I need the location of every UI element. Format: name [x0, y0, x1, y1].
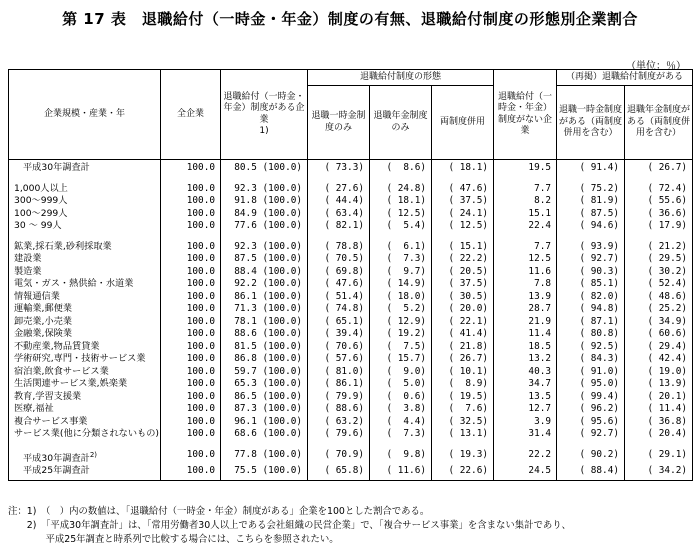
cell-value: ( 11.6) — [370, 465, 432, 480]
cell-value: ( 95.0) — [557, 378, 625, 391]
cell-value: 28.7 — [494, 303, 557, 316]
cell-value: ( 26.7) — [432, 353, 494, 366]
table-row — [9, 341, 693, 354]
row-label — [9, 208, 161, 221]
cell-value: 11.4 — [494, 328, 557, 341]
cell-value: ( 84.3) — [557, 353, 625, 366]
cell-value: 92.2 (100.0) — [221, 278, 308, 291]
cell-value: 92.3 (100.0) — [221, 241, 308, 254]
cell-value: ( 24.8) — [370, 183, 432, 196]
cell-value: 100.0 — [161, 278, 221, 291]
cell-value: ( 85.1) — [557, 278, 625, 291]
row-label — [9, 403, 161, 416]
cell-value: 78.1 (100.0) — [221, 316, 308, 329]
row-label — [9, 341, 161, 354]
cell-value: ( 0.6) — [370, 391, 432, 404]
cell-value: ( 15.7) — [370, 353, 432, 366]
cell-value: ( 94.6) — [557, 220, 625, 233]
table-row — [9, 241, 693, 254]
table-row — [9, 391, 693, 404]
cell-value: 75.5 (100.0) — [221, 465, 308, 480]
row-spacer — [9, 441, 693, 449]
cell-value: 100.0 — [161, 195, 221, 208]
row-label-text: 宿泊業,飲食サービス業 — [14, 365, 109, 377]
cell-value: ( 5.4) — [370, 220, 432, 233]
cell-value: ( 79.6) — [308, 428, 370, 441]
cell-value: ( 25.2) — [625, 303, 693, 316]
cell-value: 86.8 (100.0) — [221, 353, 308, 366]
row-label-text: 情報通信業 — [14, 290, 60, 302]
row-label — [9, 266, 161, 279]
header-all: 全企業 — [161, 70, 221, 160]
row-label-text: 1,000人以上 — [14, 182, 68, 194]
cell-value: ( 15.1) — [432, 241, 494, 254]
cell-value: 12.7 — [494, 403, 557, 416]
row-label — [9, 220, 161, 233]
table-row — [9, 316, 693, 329]
cell-value: ( 91.4) — [557, 160, 625, 175]
cell-value: 91.8 (100.0) — [221, 195, 308, 208]
row-label-text: 建設業 — [14, 253, 42, 264]
cell-value: ( 70.5) — [308, 253, 370, 266]
cell-value: ( 65.1) — [308, 316, 370, 329]
cell-value: 77.8 (100.0) — [221, 449, 308, 466]
cell-value: 100.0 — [161, 253, 221, 266]
cell-value: ( 48.6) — [625, 291, 693, 304]
cell-value: ( 63.2) — [308, 416, 370, 429]
cell-value: ( 42.4) — [625, 353, 693, 366]
cell-value: 100.0 — [161, 378, 221, 391]
row-label-text: 医療,福祉 — [14, 403, 54, 414]
cell-value: 100.0 — [161, 465, 221, 480]
cell-value: ( 44.4) — [308, 195, 370, 208]
cell-value: 100.0 — [161, 416, 221, 429]
cell-value: 86.1 (100.0) — [221, 291, 308, 304]
cell-value: 24.5 — [494, 465, 557, 480]
cell-value: ( 26.7) — [625, 160, 693, 175]
row-label — [9, 328, 161, 341]
cell-value: 100.0 — [161, 428, 221, 441]
cell-value: 77.6 (100.0) — [221, 220, 308, 233]
footnote-2: 2) 「平成30年調査計」は、「常用労働者30人以上である会社組織の民営企業」で、「複合サービス事業」を含まない集計であり、 — [8, 520, 571, 531]
row-label-text: 不動産業,物品賃貸業 — [14, 340, 100, 352]
cell-value: ( 99.4) — [557, 391, 625, 404]
cell-value: ( 12.5) — [432, 220, 494, 233]
cell-value: ( 87.5) — [557, 208, 625, 221]
footnotes — [8, 505, 571, 547]
cell-value: ( 81.0) — [308, 366, 370, 379]
cell-value: ( 73.3) — [308, 160, 370, 175]
cell-value: 80.5 (100.0) — [221, 160, 308, 175]
cell-value: ( 14.9) — [370, 278, 432, 291]
cell-value: ( 70.6) — [308, 341, 370, 354]
cell-value: ( 75.2) — [557, 183, 625, 196]
cell-value: ( 78.8) — [308, 241, 370, 254]
cell-value: 87.5 (100.0) — [221, 253, 308, 266]
cell-value: 59.7 (100.0) — [221, 366, 308, 379]
cell-value: ( 88.6) — [308, 403, 370, 416]
cell-value: ( 5.2) — [370, 303, 432, 316]
cell-value: ( 29.1) — [625, 449, 693, 466]
cell-value: 12.5 — [494, 253, 557, 266]
row-label — [9, 278, 161, 291]
cell-value: ( 19.0) — [625, 366, 693, 379]
row-label — [9, 416, 161, 429]
cell-value: ( 74.8) — [308, 303, 370, 316]
header-has-system-note: 1) — [259, 126, 269, 136]
cell-value: ( 20.0) — [432, 303, 494, 316]
header-no-system: 退職給付（一時金・年金）制度がない企業 — [494, 70, 557, 160]
cell-value: ( 72.4) — [625, 183, 693, 196]
row-spacer — [9, 175, 693, 183]
cell-value: ( 37.5) — [432, 195, 494, 208]
cell-value: 100.0 — [161, 303, 221, 316]
cell-value: 7.7 — [494, 241, 557, 254]
header-category: 企業規模・産業・年 — [9, 70, 161, 160]
row-label-text: 学術研究,専門・技術サービス業 — [14, 353, 146, 364]
table-row — [9, 428, 693, 441]
row-label-text: 30 ～ 99人 — [14, 220, 62, 231]
cell-value: ( 69.8) — [308, 266, 370, 279]
cell-value: ( 93.9) — [557, 241, 625, 254]
cell-value: ( 22.6) — [432, 465, 494, 480]
cell-value: ( 11.4) — [625, 403, 693, 416]
cell-value: 13.5 — [494, 391, 557, 404]
cell-value: ( 88.4) — [557, 465, 625, 480]
row-label — [9, 195, 161, 208]
page-title: 第 17 表 退職給付（一時金・年金）制度の有無、退職給付制度の形態別企業割合 — [62, 10, 638, 28]
table-row — [9, 266, 693, 279]
cell-value: ( 55.6) — [625, 195, 693, 208]
cell-value: ( 3.8) — [370, 403, 432, 416]
cell-value: ( 63.4) — [308, 208, 370, 221]
cell-value: ( 4.4) — [370, 416, 432, 429]
table-row — [9, 465, 693, 480]
row-label-text: 平成30年調査計 — [23, 162, 90, 173]
cell-value: ( 81.9) — [557, 195, 625, 208]
cell-value: ( 12.9) — [370, 316, 432, 329]
cell-value: 100.0 — [161, 220, 221, 233]
row-label-text: 生活関連サービス業,娯楽業 — [14, 378, 128, 389]
cell-value: ( 90.2) — [557, 449, 625, 466]
cell-value: 15.1 — [494, 208, 557, 221]
cell-value: ( 86.1) — [308, 378, 370, 391]
table-row — [9, 303, 693, 316]
row-label — [9, 353, 161, 366]
cell-value: 31.4 — [494, 428, 557, 441]
cell-value: ( 51.4) — [308, 291, 370, 304]
cell-value: 18.5 — [494, 341, 557, 354]
cell-value: ( 60.6) — [625, 328, 693, 341]
cell-value: ( 65.8) — [308, 465, 370, 480]
cell-value: ( 21.2) — [625, 241, 693, 254]
cell-value: 100.0 — [161, 341, 221, 354]
table-row — [9, 449, 693, 466]
cell-value: ( 13.9) — [625, 378, 693, 391]
row-label — [9, 465, 161, 480]
cell-value: 100.0 — [161, 316, 221, 329]
table-row — [9, 328, 693, 341]
cell-value: 13.2 — [494, 353, 557, 366]
cell-value: 100.0 — [161, 160, 221, 175]
cell-value: ( 47.6) — [308, 278, 370, 291]
cell-value: 96.1 (100.0) — [221, 416, 308, 429]
cell-value: ( 8.9) — [432, 378, 494, 391]
header-lump-only: 退職一時金制度のみ — [308, 86, 370, 160]
cell-value: 81.5 (100.0) — [221, 341, 308, 354]
cell-value: ( 17.9) — [625, 220, 693, 233]
cell-value: ( 32.5) — [432, 416, 494, 429]
cell-value: ( 9.7) — [370, 266, 432, 279]
table-row — [9, 195, 693, 208]
cell-value: 22.2 — [494, 449, 557, 466]
cell-value: ( 95.6) — [557, 416, 625, 429]
cell-value: ( 7.5) — [370, 341, 432, 354]
cell-value: 65.3 (100.0) — [221, 378, 308, 391]
cell-value: ( 7.3) — [370, 253, 432, 266]
cell-value: 100.0 — [161, 353, 221, 366]
cell-value: 100.0 — [161, 366, 221, 379]
row-label — [9, 449, 161, 466]
cell-value: ( 92.7) — [557, 253, 625, 266]
row-label — [9, 291, 161, 304]
cell-value: ( 18.1) — [370, 195, 432, 208]
table-row — [9, 416, 693, 429]
cell-value: ( 96.2) — [557, 403, 625, 416]
cell-value: 13.9 — [494, 291, 557, 304]
cell-value: ( 34.2) — [625, 465, 693, 480]
cell-value: 100.0 — [161, 241, 221, 254]
cell-value: ( 37.5) — [432, 278, 494, 291]
row-label-text: 製造業 — [14, 265, 42, 277]
table-row — [9, 208, 693, 221]
cell-value: ( 87.1) — [557, 316, 625, 329]
table-row — [9, 291, 693, 304]
table-row — [9, 378, 693, 391]
header-both: 両制度併用 — [432, 86, 494, 160]
cell-value: ( 39.4) — [308, 328, 370, 341]
cell-value: ( 79.9) — [308, 391, 370, 404]
cell-value: ( 20.4) — [625, 428, 693, 441]
cell-value: 100.0 — [161, 391, 221, 404]
row-label — [9, 378, 161, 391]
unit-label: （単位：％） — [626, 61, 686, 72]
cell-value: ( 52.4) — [625, 278, 693, 291]
row-label-text: 運輸業,郵便業 — [14, 303, 73, 314]
header-has-system-label: 退職給付（一時金・年金）制度がある企業 — [223, 91, 305, 125]
header-lump-has: 退職一時金制度がある（両制度併用を含む） — [557, 86, 625, 160]
cell-value: ( 13.1) — [432, 428, 494, 441]
table-row — [9, 160, 693, 175]
cell-value: 84.9 (100.0) — [221, 208, 308, 221]
row-label-text: 平成30年調査計 — [23, 452, 90, 464]
cell-value: ( 80.8) — [557, 328, 625, 341]
table-row — [9, 403, 693, 416]
cell-value: ( 9.0) — [370, 366, 432, 379]
cell-value: 88.6 (100.0) — [221, 328, 308, 341]
cell-value: 34.7 — [494, 378, 557, 391]
cell-value: 3.9 — [494, 416, 557, 429]
cell-value: ( 30.5) — [432, 291, 494, 304]
cell-value: ( 6.1) — [370, 241, 432, 254]
cell-value: ( 47.6) — [432, 183, 494, 196]
cell-value: 100.0 — [161, 183, 221, 196]
cell-value: 88.4 (100.0) — [221, 266, 308, 279]
cell-value: 40.3 — [494, 366, 557, 379]
row-label-text: 金融業,保険業 — [14, 328, 73, 339]
table-row — [9, 220, 693, 233]
row-label — [9, 160, 161, 175]
cell-value: 100.0 — [161, 328, 221, 341]
cell-value: 71.3 (100.0) — [221, 303, 308, 316]
header-pension-has: 退職年金制度がある（両制度併用を含む） — [625, 86, 693, 160]
row-label-text: 100～299人 — [14, 207, 68, 219]
cell-value: ( 21.8) — [432, 341, 494, 354]
row-label — [9, 366, 161, 379]
table-row — [9, 183, 693, 196]
cell-value: 68.6 (100.0) — [221, 428, 308, 441]
table-row — [9, 253, 693, 266]
cell-value: ( 34.9) — [625, 316, 693, 329]
cell-value: ( 57.6) — [308, 353, 370, 366]
row-label-text: 卸売業,小売業 — [14, 315, 73, 327]
cell-value: 7.8 — [494, 278, 557, 291]
cell-value: ( 36.6) — [625, 208, 693, 221]
cell-value: 7.7 — [494, 183, 557, 196]
cell-value: 92.3 (100.0) — [221, 183, 308, 196]
table-row — [9, 278, 693, 291]
cell-value: ( 82.1) — [308, 220, 370, 233]
cell-value: ( 27.6) — [308, 183, 370, 196]
cell-value: 8.2 — [494, 195, 557, 208]
header-pension-only: 退職年金制度のみ — [370, 86, 432, 160]
cell-value: 100.0 — [161, 208, 221, 221]
cell-value: ( 82.0) — [557, 291, 625, 304]
cell-value: 100.0 — [161, 266, 221, 279]
table-body — [9, 160, 693, 481]
table-row — [9, 366, 693, 379]
cell-value: 21.9 — [494, 316, 557, 329]
cell-value: ( 10.1) — [432, 366, 494, 379]
cell-value: ( 92.7) — [557, 428, 625, 441]
cell-value: ( 91.0) — [557, 366, 625, 379]
footnote-2-cont: 平成25年調査と時系列で比較する場合には、こちらを参照されたい。 — [8, 534, 339, 545]
row-label — [9, 253, 161, 266]
row-label-text: 電気・ガス・熱供給・水道業 — [14, 278, 134, 289]
row-label-text: サービス業(他に分類されないもの) — [14, 428, 159, 439]
row-label-text: 複合サービス事業 — [14, 415, 88, 427]
cell-value: ( 7.3) — [370, 428, 432, 441]
table-row — [9, 353, 693, 366]
row-spacer — [9, 233, 693, 241]
cell-value: ( 5.0) — [370, 378, 432, 391]
header-repost-group: （再掲）退職給付制度がある — [557, 70, 693, 86]
retirement-benefit-table — [8, 69, 693, 481]
cell-value: 86.5 (100.0) — [221, 391, 308, 404]
cell-value: 100.0 — [161, 291, 221, 304]
cell-value: 100.0 — [161, 403, 221, 416]
footnote-1: 注：1) （ ）内の数値は、「退職給付（一時金・年金）制度がある」企業を100とした割合である。 — [8, 506, 430, 517]
cell-value: ( 9.8) — [370, 449, 432, 466]
cell-value: 22.4 — [494, 220, 557, 233]
cell-value: ( 7.6) — [432, 403, 494, 416]
row-label-text: 鉱業,採石業,砂利採取業 — [14, 240, 112, 252]
cell-value: ( 20.1) — [625, 391, 693, 404]
cell-value: ( 94.8) — [557, 303, 625, 316]
cell-value: ( 19.5) — [432, 391, 494, 404]
cell-value: ( 24.1) — [432, 208, 494, 221]
row-label — [9, 241, 161, 254]
cell-value: ( 70.9) — [308, 449, 370, 466]
row-label — [9, 428, 161, 441]
cell-value: ( 92.5) — [557, 341, 625, 354]
cell-value: ( 22.1) — [432, 316, 494, 329]
cell-value: ( 22.2) — [432, 253, 494, 266]
cell-value: ( 90.3) — [557, 266, 625, 279]
row-label-text: 平成25年調査計 — [23, 465, 90, 477]
row-label-text: 教育,学習支援業 — [14, 390, 82, 402]
cell-value: ( 30.2) — [625, 266, 693, 279]
cell-value: 100.0 — [161, 449, 221, 466]
row-label — [9, 391, 161, 404]
cell-value: ( 18.0) — [370, 291, 432, 304]
cell-value: ( 19.3) — [432, 449, 494, 466]
cell-value: ( 29.4) — [625, 341, 693, 354]
row-label — [9, 183, 161, 196]
cell-value: 87.3 (100.0) — [221, 403, 308, 416]
cell-value: ( 8.6) — [370, 160, 432, 175]
row-label — [9, 303, 161, 316]
cell-value: ( 41.4) — [432, 328, 494, 341]
cell-value: ( 12.5) — [370, 208, 432, 221]
header-has-system — [221, 70, 308, 160]
cell-value: ( 36.8) — [625, 416, 693, 429]
header-form-group: 退職給付制度の形態 — [308, 70, 494, 86]
row-label — [9, 316, 161, 329]
row-label-text: 300～999人 — [14, 195, 68, 206]
cell-value: ( 29.5) — [625, 253, 693, 266]
cell-value: ( 20.5) — [432, 266, 494, 279]
cell-value: 11.6 — [494, 266, 557, 279]
cell-value: ( 19.2) — [370, 328, 432, 341]
cell-value: ( 18.1) — [432, 160, 494, 175]
cell-value: 19.5 — [494, 160, 557, 175]
row-label-note: 2) — [89, 450, 98, 459]
